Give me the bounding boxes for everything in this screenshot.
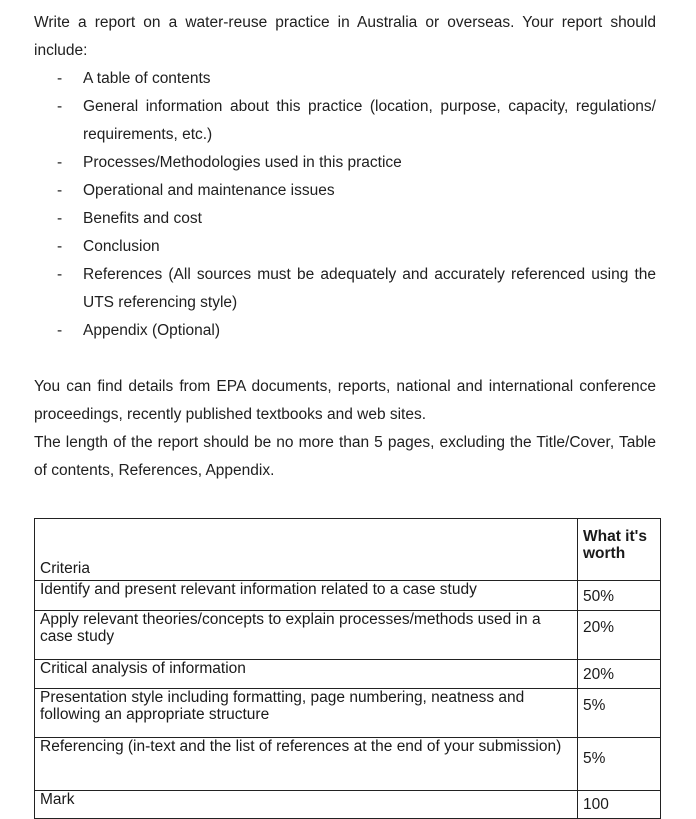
mark-label-cell: Mark <box>35 791 578 819</box>
list-item-text: References (All sources must be adequately and accurately referenced using the UTS referencing style) <box>83 266 656 311</box>
worth-cell: 20% <box>578 611 661 660</box>
bullet-dash: - <box>57 154 63 171</box>
list-item <box>34 93 656 149</box>
worth-cell: 50% <box>578 581 661 611</box>
list-item-text: Conclusion <box>83 238 160 255</box>
criteria-cell: Referencing (in-text and the list of references at the end of your submission) <box>35 738 578 791</box>
table-row-total <box>35 791 661 819</box>
criteria-table <box>34 518 661 819</box>
sources-paragraph: You can find details from EPA documents, reports, national and international conference proceedings, recently published textbooks and web sites. <box>34 378 656 423</box>
worth-cell: 5% <box>578 738 661 791</box>
bullet-dash: - <box>57 238 63 255</box>
mark-total-cell: 100 <box>578 791 661 819</box>
list-item <box>34 261 656 317</box>
table-row <box>35 611 661 660</box>
criteria-cell: Presentation style including formatting, page numbering, neatness and following an appropriate structure <box>35 689 578 738</box>
table-row <box>35 660 661 689</box>
intro-paragraph: Write a report on a water-reuse practice in Australia or overseas. Your report should include: <box>34 14 656 59</box>
bullet-dash: - <box>57 70 63 87</box>
criteria-cell: Identify and present relevant information related to a case study <box>35 581 578 611</box>
header-criteria: Criteria <box>35 519 578 581</box>
bullet-dash: - <box>57 98 63 115</box>
list-item-text: General information about this practice (location, purpose, capacity, regulations/ requirements, etc.) <box>83 98 656 143</box>
document-body <box>34 9 656 485</box>
list-item <box>34 149 656 177</box>
bullet-dash: - <box>57 210 63 227</box>
requirements-list <box>34 65 656 345</box>
list-item-text: A table of contents <box>83 70 211 87</box>
bullet-dash: - <box>57 182 63 199</box>
list-item-text: Appendix (Optional) <box>83 322 220 339</box>
list-item <box>34 317 656 345</box>
list-item-text: Benefits and cost <box>83 210 202 227</box>
list-item <box>34 65 656 93</box>
list-item <box>34 177 656 205</box>
list-item <box>34 205 656 233</box>
criteria-cell: Critical analysis of information <box>35 660 578 689</box>
bullet-dash: - <box>57 322 63 339</box>
length-paragraph: The length of the report should be no more than 5 pages, excluding the Title/Cover, Table of contents, References, Appendix. <box>34 434 656 479</box>
worth-cell: 20% <box>578 660 661 689</box>
worth-cell: 5% <box>578 689 661 738</box>
criteria-cell: Apply relevant theories/concepts to explain processes/methods used in a case study <box>35 611 578 660</box>
list-item-text: Operational and maintenance issues <box>83 182 335 199</box>
bullet-dash: - <box>57 266 63 283</box>
header-worth: What it's worth <box>578 519 661 581</box>
table-row <box>35 738 661 791</box>
list-item-text: Processes/Methodologies used in this practice <box>83 154 402 171</box>
table-header-row <box>35 519 661 581</box>
table-row <box>35 581 661 611</box>
list-item <box>34 233 656 261</box>
table-row <box>35 689 661 738</box>
